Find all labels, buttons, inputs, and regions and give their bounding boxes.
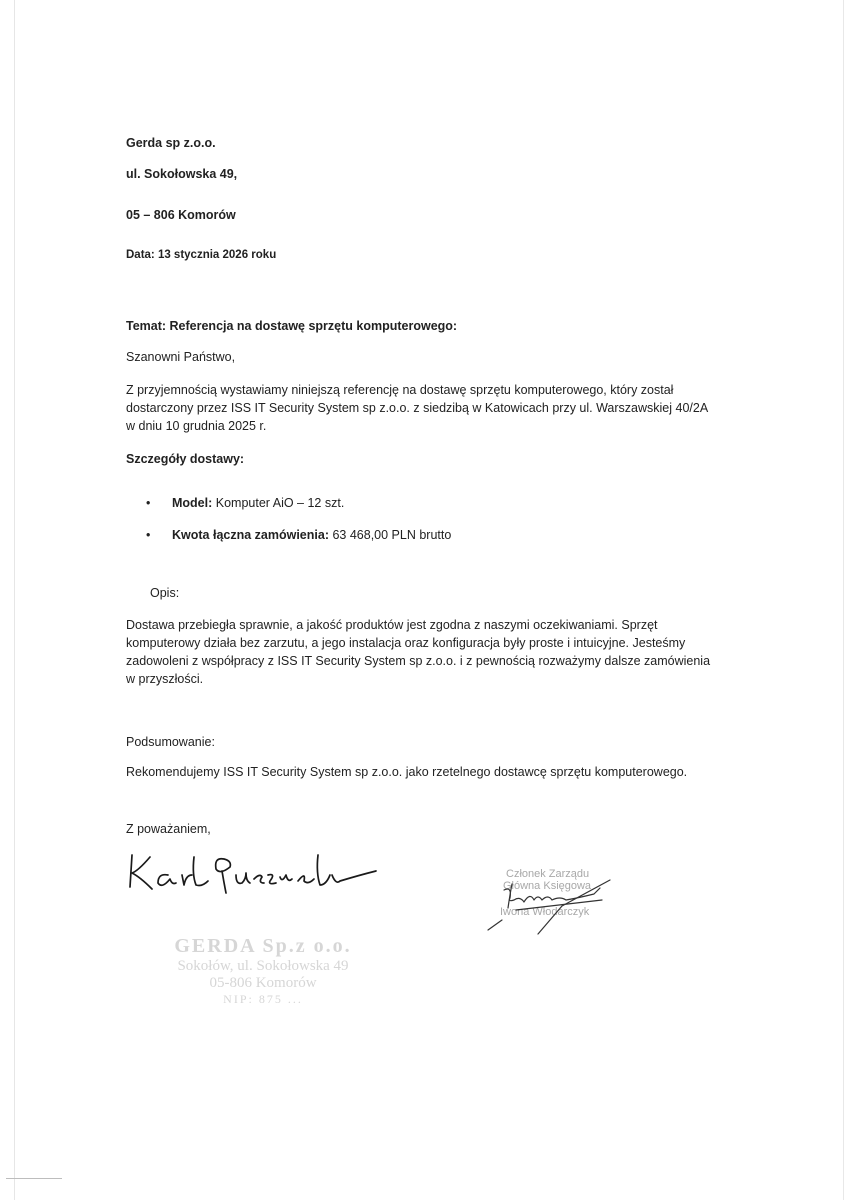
detail-value: 63 468,00 PLN brutto [332, 528, 452, 542]
sender-company: Gerda sp z.o.o. [126, 136, 216, 150]
signature-right [482, 870, 632, 942]
stamp-right-line-1: Członek Zarządu [506, 868, 590, 880]
description-line-1: Dostawa przebiegła sprawnie, a jakość produktów jest zgodna z naszymi oczekiwaniami. Sprzęt [126, 618, 658, 632]
intro-paragraph [126, 381, 726, 435]
description-heading: Opis: [150, 586, 180, 600]
detail-label: Kwota łączna zamówienia: [172, 528, 329, 542]
summary-heading: Podsumowanie: [126, 735, 215, 749]
details-heading: Szczegóły dostawy: [126, 452, 245, 466]
detail-value: Komputer AiO – 12 szt. [215, 496, 345, 510]
detail-item-model [172, 496, 344, 510]
description-line-3: zadowoleni z współpracy z ISS IT Security System sp z.o.o. i z pewnością rozważymy dalsze zamówienia [126, 654, 711, 668]
description-paragraph [126, 616, 726, 688]
scan-edge-left [14, 0, 15, 1200]
bullet-icon: • [146, 528, 151, 542]
description-line-2: komputerowy działa bez zarzutu, a jego instalacja oraz konfiguracja były proste i intuicyjne. Jesteśmy [126, 636, 686, 650]
intro-line-2: dostarczony przez ISS IT Security System sp z.o.o. z siedzibą w Katowicach przy ul. Warszawskiej 40/2A [126, 401, 709, 415]
description-line-4: w przyszłości. [126, 672, 204, 686]
letter-subject: Temat: Referencja na dostawę sprzętu komputerowego: [126, 319, 458, 333]
stamp-line-1: GERDA Sp.z o.o. [174, 935, 352, 957]
letter-date: Data: 13 stycznia 2026 roku [126, 249, 277, 261]
signature-left [120, 845, 380, 905]
scan-edge-right [843, 0, 844, 1200]
company-stamp-left [148, 935, 378, 1007]
stamp-line-2: Sokołów, ul. Sokołowska 49 [177, 958, 349, 974]
bullet-icon: • [146, 496, 151, 510]
detail-label: Model: [172, 496, 213, 510]
closing: Z poważaniem, [126, 822, 211, 836]
scan-artifact [6, 1178, 62, 1179]
stamp-line-4: NIP: 875 ... [223, 992, 303, 1006]
summary-text: Rekomendujemy ISS IT Security System sp z.o.o. jako rzetelnego dostawcę sprzętu komputerowego. [126, 765, 688, 779]
sender-street: ul. Sokołowska 49, [126, 167, 238, 181]
stamp-right-line-3: Iwona Włodarczyk [500, 906, 590, 918]
intro-line-1: Z przyjemnością wystawiamy niniejszą referencję na dostawę sprzętu komputerowego, który został [126, 383, 674, 397]
salutation: Szanowni Państwo, [126, 350, 236, 364]
stamp-line-3: 05-806 Komorów [209, 975, 317, 991]
sender-city: 05 – 806 Komorów [126, 208, 236, 222]
stamp-right-line-2: Główna Księgowa [503, 880, 592, 892]
detail-item-amount [172, 528, 451, 542]
intro-line-3: w dniu 10 grudnia 2025 r. [126, 419, 267, 433]
